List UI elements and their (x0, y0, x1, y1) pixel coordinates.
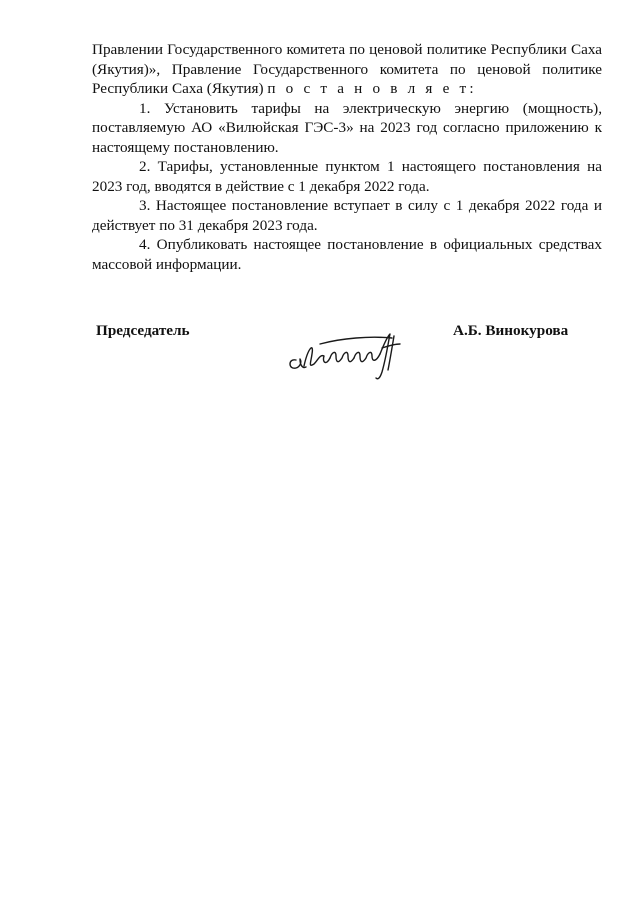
signatory-name: А.Б. Винокурова (453, 322, 569, 339)
item-4: 4. Опубликовать настоящее постановление в официальных средствах массовой информации. (92, 236, 602, 273)
document-body (92, 40, 602, 274)
item-1: 1. Установить тарифы на электрическую энергию (мощность), поставляемую АО «Вилюйская ГЭС-3» на 2023 год согласно приложению к настоящему постановлению. (92, 99, 602, 156)
handwritten-signature (282, 326, 410, 382)
signatory-title: Председатель (96, 322, 190, 339)
resolves-word: п о с т а н о в л я е т (267, 80, 470, 97)
intro-paragraph (92, 40, 602, 99)
intro-text: Правлении Государственного комитета по ценовой политике Республики Саха (Якутия)», Правление Государственного комитета по ценовой политике Республики Саха (Якутия) (92, 41, 602, 97)
item-2: 2. Тарифы, установленные пунктом 1 настоящего постановления на 2023 год, вводятся в действие с 1 декабря 2022 года. (92, 158, 602, 195)
intro-colon: : (469, 80, 474, 97)
item-3: 3. Настоящее постановление вступает в силу с 1 декабря 2022 года и действует по 31 декабря 2023 года. (92, 197, 602, 234)
